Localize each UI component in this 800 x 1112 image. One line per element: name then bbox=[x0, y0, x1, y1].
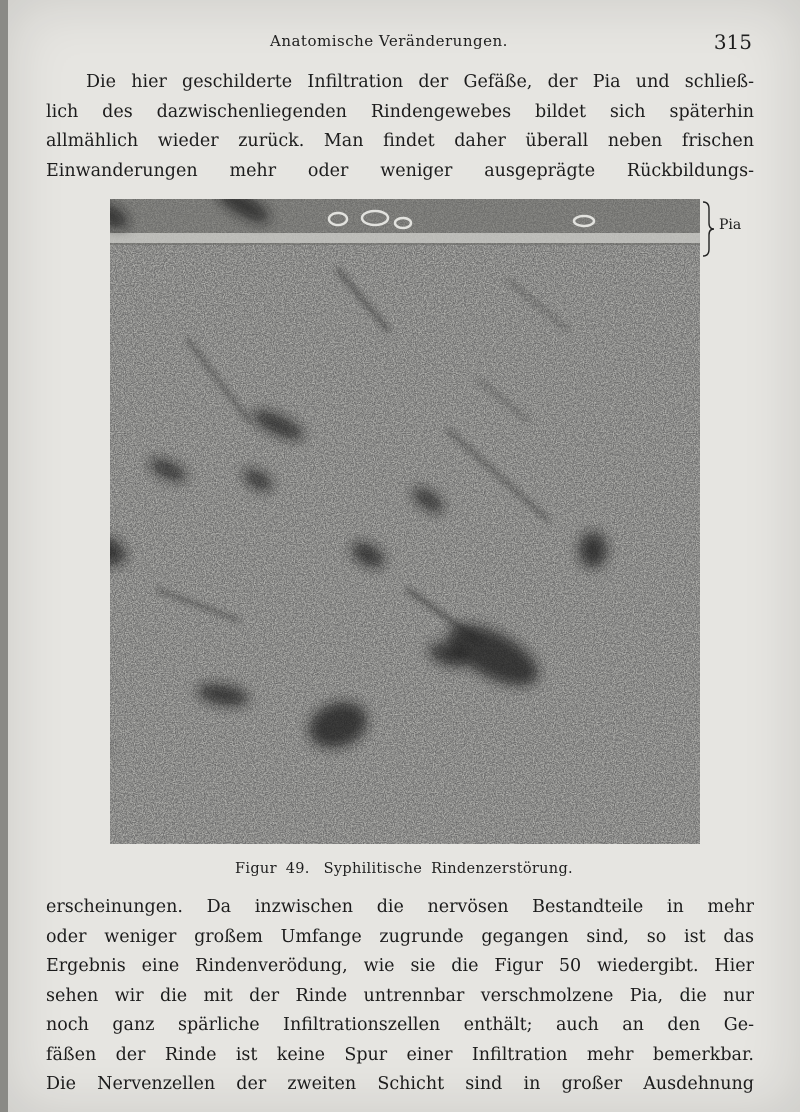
text-line: fäßen der Rinde ist keine Spur einer Infiltration mehr bemerkbar. bbox=[46, 1044, 754, 1065]
text-line: lich des dazwischenliegenden Rindengewebes bildet sich späterhin bbox=[46, 101, 754, 122]
text-line: Ergebnis eine Rindenverödung, wie sie die Figur 50 wiedergibt. Hier bbox=[46, 956, 754, 976]
page-number: 315 bbox=[713, 30, 752, 54]
text-line: Die hier geschilderte Infiltration der Gefäße, der Pia und schließ- bbox=[86, 72, 754, 92]
micrograph-image bbox=[110, 199, 700, 844]
running-header bbox=[8, 30, 800, 54]
text-line: noch ganz spärliche Infiltrationszellen enthält; auch an den Ge- bbox=[46, 1015, 754, 1035]
brace-icon bbox=[701, 201, 715, 257]
book-page bbox=[8, 0, 800, 1112]
figure-caption bbox=[8, 861, 800, 877]
caption-number: Figur 49. bbox=[235, 861, 310, 877]
text-line: Einwanderungen mehr oder weniger ausgeprägte Rückbildungs- bbox=[46, 160, 754, 181]
figure-label-pia: Pia bbox=[719, 217, 742, 233]
text-line: oder weniger großem Umfange zugrunde gegangen sind, so ist das bbox=[46, 926, 754, 947]
text-line: allmählich wieder zurück. Man findet daher überall neben frischen bbox=[46, 131, 754, 151]
paragraph-bottom bbox=[46, 893, 754, 1100]
caption-text: Syphilitische Rindenzerstörung. bbox=[323, 861, 573, 877]
micrograph-figure bbox=[110, 199, 700, 844]
paragraph-top bbox=[46, 68, 754, 186]
running-title: Anatomische Veränderungen. bbox=[270, 32, 508, 50]
text-line: Die Nervenzellen der zweiten Schicht sind in großer Ausdehnung bbox=[46, 1074, 754, 1094]
text-line: erscheinungen. Da inzwischen die nervösen Bestandteile in mehr bbox=[46, 897, 754, 917]
text-line: sehen wir die mit der Rinde untrennbar verschmolzene Pia, die nur bbox=[46, 985, 754, 1006]
